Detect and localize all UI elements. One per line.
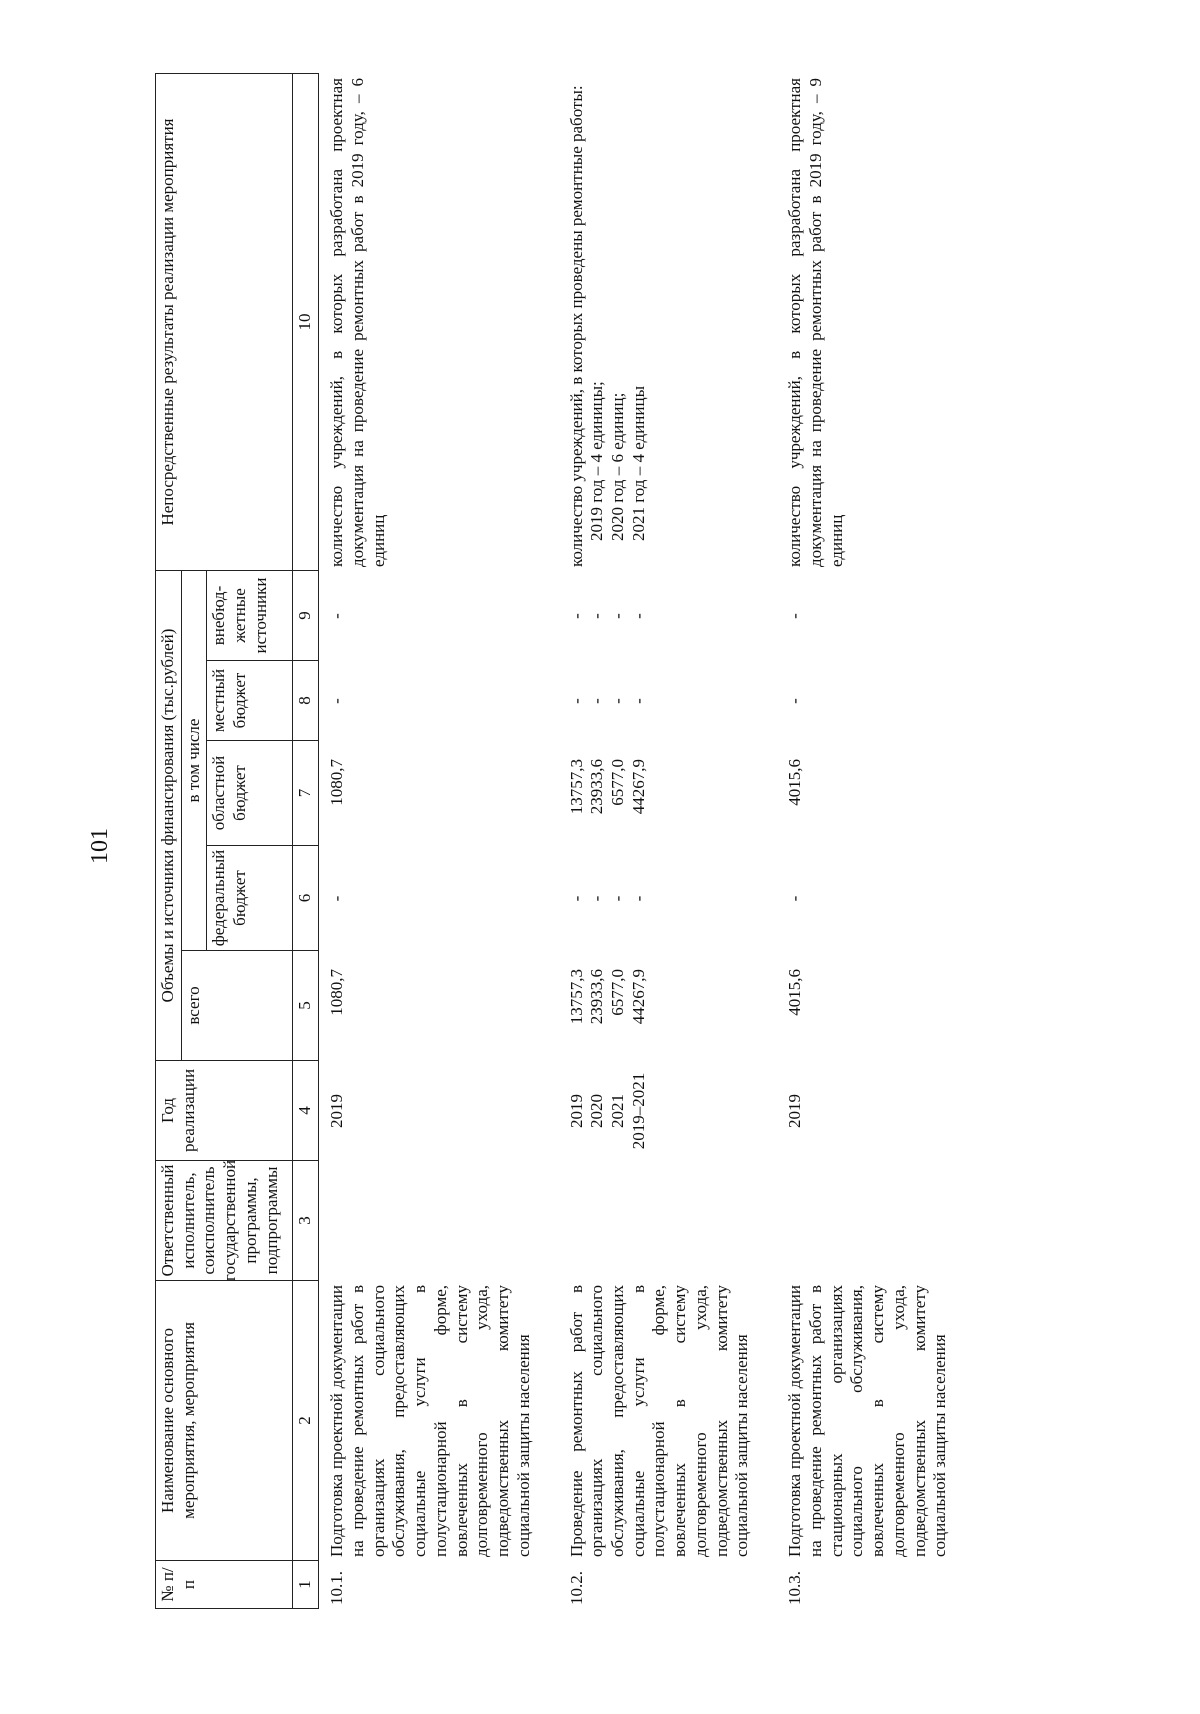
row-result: количество учреждений, в которых разработана проектная документация на проведение ремонтных работ в 2019 году, – 6 единиц [327, 78, 388, 567]
row-name: Подготовка проектной документации на проведение ремонтных работ в стационарных организациях социального обслуживания, вовлеченных в систему долговременного ухода, подведомственных комитету социальной защиты населения [785, 1285, 950, 1557]
header-regional: областной бюджет [207, 740, 293, 845]
row-regional: 13757,3 23933,6 6577,0 44267,9 [566, 759, 648, 815]
row-result: количество учреждений, в которых разработана проектная документация на проведение ремонтных работ в 2019 году, – 9 единиц [785, 78, 846, 567]
row-regional: 4015,6 [785, 759, 805, 806]
row-years: 2019 2020 2021 2019–2021 [566, 1072, 648, 1150]
row-number: 10.3. [785, 1571, 805, 1605]
column-number: 3 [293, 1160, 319, 1280]
column-number: 7 [293, 740, 319, 845]
row-total: 1080,7 [327, 969, 347, 1016]
row-extra: - - - - [566, 613, 648, 619]
column-number: 8 [293, 660, 319, 740]
row-extra: - [785, 613, 805, 619]
column-number: 6 [293, 845, 319, 950]
column-number: 5 [293, 950, 319, 1060]
row-number: 10.2. [566, 1571, 586, 1605]
row-federal: - [785, 895, 805, 902]
header-including: в том числе [182, 570, 208, 950]
page-number: 101 [87, 828, 113, 864]
header-responsible: Ответственный исполнитель, соисполнитель государственной программы, подпрограммы [156, 1160, 293, 1280]
row-years: 2019 [327, 1094, 347, 1128]
row-extra: - [327, 613, 347, 619]
row-responsible [783, 1161, 953, 1281]
row-result: количество учреждений, в которых проведены ремонтные работы: 2019 год – 4 единицы; 2020 год – 6 единиц; 2021 год – 4 единицы [566, 85, 648, 567]
column-number: 2 [293, 1280, 319, 1560]
row-number: 10.1. [327, 1571, 347, 1605]
row-total: 4015,6 [785, 969, 805, 1016]
row-federal: - [327, 895, 347, 902]
row-responsible [565, 1161, 756, 1281]
header-results: Непосредственные результаты реализации мероприятия [156, 73, 293, 570]
column-number: 9 [293, 570, 319, 660]
table-row [783, 74, 953, 1609]
row-federal: - - - - [566, 895, 648, 902]
row-name: Подготовка проектной документации на проведение ремонтных работ в организациях социального обслуживания, предоставляющих социальные услуги в полустационарной форме, вовлеченных в систему долговременного ухода, подведомственных комитету социальной защиты населения [327, 1285, 533, 1557]
row-regional: 1080,7 [327, 759, 347, 806]
row-local: - - - - [566, 698, 648, 704]
header-extra: внебюд-жетные источники [207, 570, 293, 660]
row-name: Проведение ремонтных работ в организациях социального обслуживания, предоставляющих социальные услуги в полустационарной форме, вовлеченных в систему долговременного ухода, подведомственных комитету социальной защиты населения [566, 1285, 752, 1557]
row-local: - [785, 698, 805, 704]
row-responsible [325, 1161, 536, 1281]
row-years: 2019 [785, 1094, 805, 1128]
table-header [155, 73, 319, 1609]
column-number: 4 [293, 1060, 319, 1160]
column-number: 10 [293, 73, 319, 570]
header-name: Наименование основного мероприятия, мероприятия [156, 1280, 293, 1560]
header-year: Год реализации [156, 1060, 293, 1160]
header-funding: Объемы и источники финансирования (тыс.рублей) [156, 570, 182, 1060]
table-row [325, 74, 536, 1609]
financing-table [155, 74, 953, 1609]
table-row [565, 74, 756, 1609]
header-federal: федеральный бюджет [207, 845, 293, 950]
row-total: 13757,3 23933,6 6577,0 44267,9 [566, 969, 648, 1025]
header-total: всего [182, 950, 294, 1060]
header-num: № п/п [156, 1560, 293, 1608]
column-number: 1 [293, 1560, 319, 1608]
header-local: местный бюджет [207, 660, 293, 740]
row-local: - [327, 698, 347, 704]
